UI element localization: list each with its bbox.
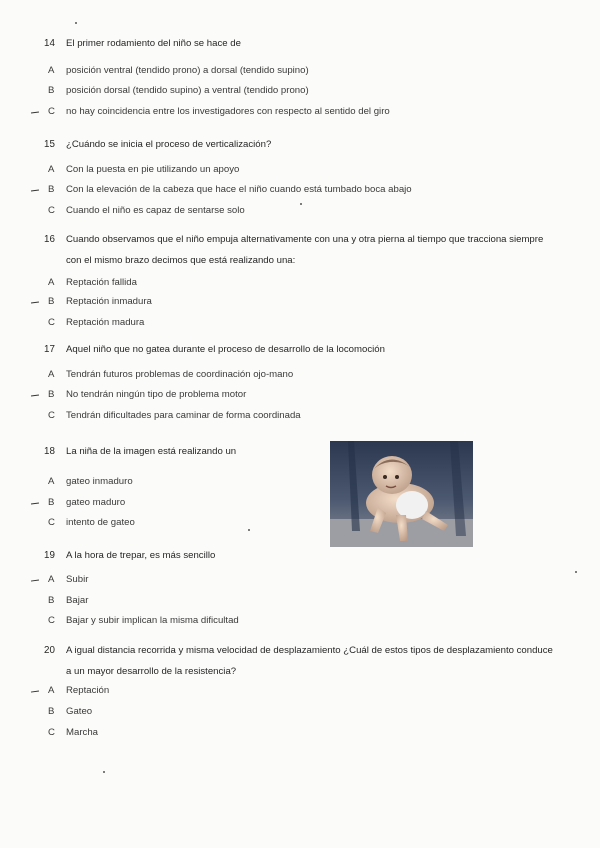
option-b[interactable]	[0, 595, 600, 609]
answer-mark	[31, 111, 39, 113]
question-number: 17	[44, 344, 55, 355]
option-text: Bajar	[66, 595, 89, 606]
option-a[interactable]	[0, 574, 600, 588]
scan-speck	[103, 771, 105, 773]
option-c[interactable]	[0, 317, 600, 331]
scan-speck	[300, 203, 302, 205]
answer-mark	[31, 690, 39, 692]
option-letter: C	[48, 317, 55, 328]
answer-mark	[31, 189, 39, 191]
option-text: posición dorsal (tendido supino) a ventral (tendido prono)	[66, 85, 309, 96]
option-letter: B	[48, 595, 55, 606]
option-letter: A	[48, 574, 55, 585]
option-letter: A	[48, 65, 55, 76]
option-letter: C	[48, 106, 55, 117]
option-letter: B	[48, 389, 55, 400]
option-text: Reptación fallida	[66, 277, 137, 288]
option-text: Con la puesta en pie utilizando un apoyo	[66, 164, 240, 175]
option-a[interactable]	[0, 65, 600, 79]
option-letter: A	[48, 685, 55, 696]
answer-mark	[31, 301, 39, 303]
question-text-line-2: con el mismo brazo decimos que está realizando una:	[66, 255, 296, 266]
option-text: gateo maduro	[66, 497, 126, 508]
option-a[interactable]	[0, 685, 600, 699]
answer-mark	[31, 502, 39, 504]
option-a[interactable]	[0, 369, 600, 383]
option-c[interactable]	[0, 106, 600, 120]
option-c[interactable]	[0, 410, 600, 424]
question-number: 19	[44, 550, 55, 561]
option-letter: C	[48, 727, 55, 738]
option-text: Cuando el niño es capaz de sentarse solo	[66, 205, 245, 216]
option-letter: A	[48, 277, 55, 288]
scan-speck	[575, 571, 577, 573]
question-text: Cuando observamos que el niño empuja alternativamente con una y otra pierna al tiempo que tracciona siempre	[66, 234, 544, 245]
option-letter: B	[48, 85, 55, 96]
option-letter: B	[48, 706, 55, 717]
option-b[interactable]	[0, 296, 600, 310]
option-text: Subir	[66, 574, 89, 585]
option-text: No tendrán ningún tipo de problema motor	[66, 389, 247, 400]
option-c[interactable]	[0, 205, 600, 219]
option-a[interactable]	[0, 164, 600, 178]
option-b[interactable]	[0, 184, 600, 198]
option-letter: A	[48, 476, 55, 487]
baby-image-icon	[330, 441, 473, 547]
question-number: 20	[44, 645, 55, 656]
option-text: Reptación	[66, 685, 110, 696]
option-letter: B	[48, 497, 55, 508]
option-text: Reptación inmadura	[66, 296, 152, 307]
question-text: El primer rodamiento del niño se hace de	[66, 38, 241, 49]
question-text: A la hora de trepar, es más sencillo	[66, 550, 216, 561]
option-letter: C	[48, 615, 55, 626]
option-letter: C	[48, 410, 55, 421]
option-text: gateo inmaduro	[66, 476, 133, 487]
option-text: intento de gateo	[66, 517, 135, 528]
option-c[interactable]	[0, 517, 600, 531]
option-text: Bajar y subir implican la misma dificultad	[66, 615, 239, 626]
question-text: La niña de la imagen está realizando un	[66, 446, 237, 457]
answer-mark	[31, 394, 39, 396]
option-letter: A	[48, 369, 55, 380]
option-b[interactable]	[0, 706, 600, 720]
question-text: A igual distancia recorrida y misma velocidad de desplazamiento ¿Cuál de estos tipos de desplazamiento conduce	[66, 645, 553, 656]
scan-speck	[248, 529, 250, 531]
option-letter: B	[48, 296, 55, 307]
option-text: Tendrán futuros problemas de coordinación ojo-mano	[66, 369, 294, 380]
question-number: 14	[44, 38, 55, 49]
option-letter: A	[48, 164, 55, 175]
option-letter: B	[48, 184, 55, 195]
option-c[interactable]	[0, 727, 600, 741]
option-letter: C	[48, 517, 55, 528]
option-text: no hay coincidencia entre los investigadores con respecto al sentido del giro	[66, 106, 390, 117]
option-a[interactable]	[0, 277, 600, 291]
question-number: 18	[44, 446, 55, 457]
option-text: Gateo	[66, 706, 93, 717]
question-number: 16	[44, 234, 55, 245]
question-text: ¿Cuándo se inicia el proceso de verticalización?	[66, 139, 272, 150]
option-a[interactable]	[0, 476, 600, 490]
option-text: Tendrán dificultades para caminar de forma coordinada	[66, 410, 301, 421]
answer-mark	[31, 579, 39, 581]
crawling-baby-photo	[330, 441, 473, 547]
scan-speck	[75, 22, 77, 24]
option-text: posición ventral (tendido prono) a dorsal (tendido supino)	[66, 65, 309, 76]
question-number: 15	[44, 139, 55, 150]
question-text-line-2: a un mayor desarrollo de la resistencia?	[66, 666, 237, 677]
option-c[interactable]	[0, 615, 600, 629]
option-text: Marcha	[66, 727, 98, 738]
option-b[interactable]	[0, 497, 600, 511]
option-text: Con la elevación de la cabeza que hace el niño cuando está tumbado boca abajo	[66, 184, 412, 195]
option-letter: C	[48, 205, 55, 216]
option-text: Reptación madura	[66, 317, 145, 328]
question-text: Aquel niño que no gatea durante el proceso de desarrollo de la locomoción	[66, 344, 385, 355]
option-b[interactable]	[0, 85, 600, 99]
option-b[interactable]	[0, 389, 600, 403]
